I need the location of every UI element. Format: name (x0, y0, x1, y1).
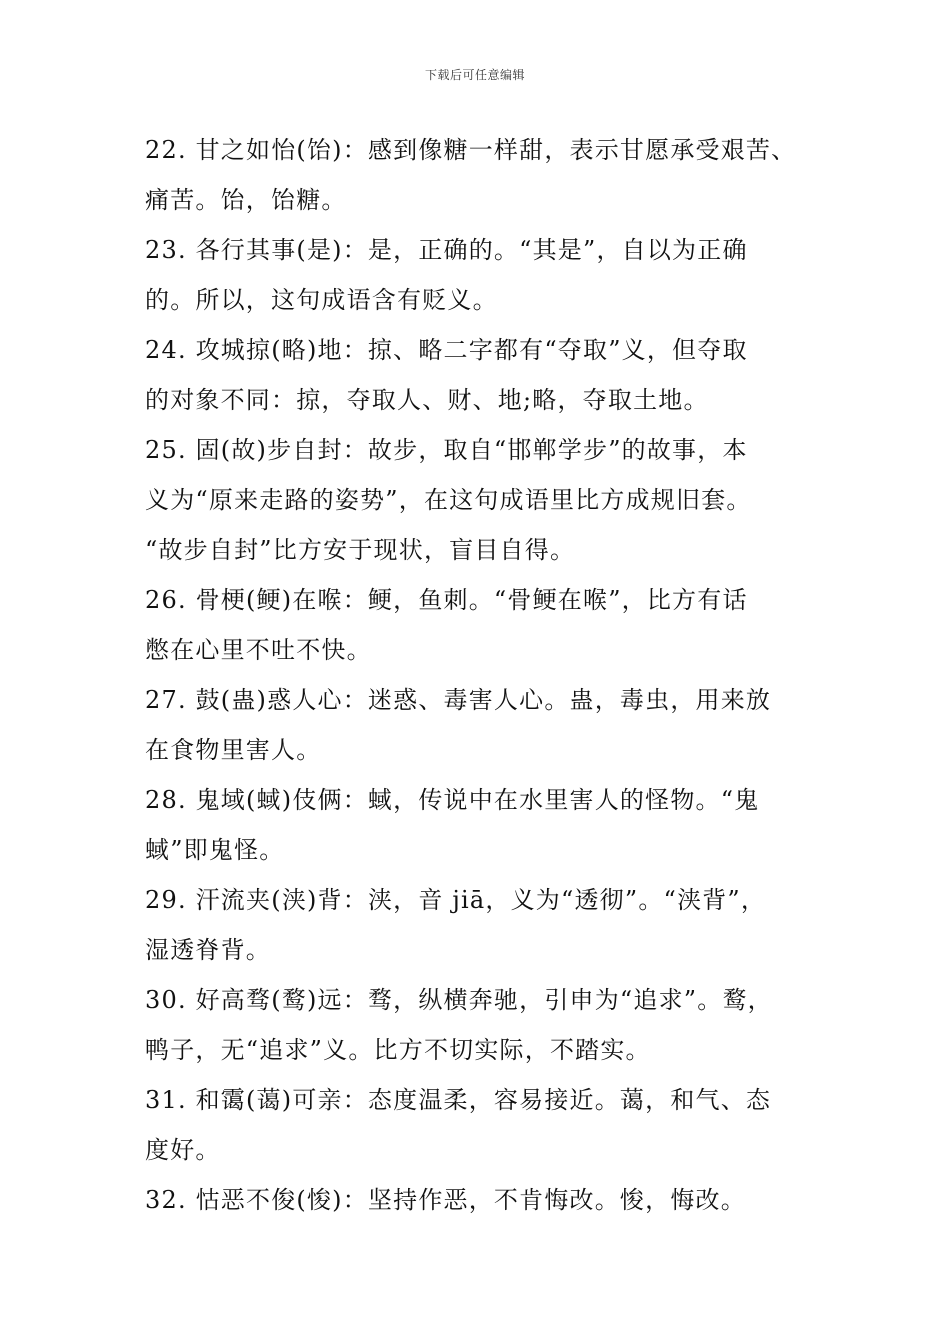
text-line: 蜮”即鬼怪。 (145, 836, 285, 864)
text-line: 22. 甘之如怡(饴)：感到像糖一样甜，表示甘愿承受艰苦、 (145, 136, 797, 164)
text-line: 24. 攻城掠(略)地：掠、略二字都有“夺取”义，但夺取 (145, 336, 748, 364)
text-line: “故步自封”比方安于现状，盲目自得。 (145, 536, 576, 564)
text-line: 27. 鼓(蛊)惑人心：迷惑、毒害人心。蛊，毒虫，用来放 (145, 686, 772, 714)
text-line: 度好。 (145, 1136, 221, 1164)
document-body (145, 125, 825, 1225)
text-line: 25. 固(故)步自封：故步，取自“邯郸学步”的故事，本 (145, 436, 748, 464)
text-line: 23. 各行其事(是)：是，正确的。“其是”，自以为正确 (145, 236, 748, 264)
text-line: 痛苦。饴，饴糖。 (145, 186, 347, 214)
text-line: 26. 骨梗(鲠)在喉：鲠，鱼刺。“骨鲠在喉”，比方有话 (145, 586, 748, 614)
text-line: 30. 好高骛(鹜)远：骛，纵横奔驰，引申为“追求”。鹜， (145, 986, 773, 1014)
text-line: 憋在心里不吐不快。 (145, 636, 372, 664)
text-line: 28. 鬼域(蜮)伎俩：蜮，传说中在水里害人的怪物。“鬼 (145, 786, 760, 814)
text-line: 的对象不同：掠，夺取人、财、地;略，夺取土地。 (145, 386, 709, 414)
page-header: 下载后可任意编辑 (424, 68, 525, 82)
text-line: 在食物里害人。 (145, 736, 322, 764)
text-line: 鸭子，无“追求”义。比方不切实际，不踏实。 (145, 1036, 651, 1064)
text-line: 湿透脊背。 (145, 936, 271, 964)
text-line: 29. 汗流夹(浃)背：浃，音 jiā，义为“透彻”。“浃背”， (145, 886, 767, 914)
text-line: 32. 怙恶不俊(悛)：坚持作恶，不肯悔改。悛，悔改。 (145, 1186, 746, 1214)
text-line: 的。所以，这句成语含有贬义。 (145, 286, 498, 314)
text-line: 义为“原来走路的姿势”，在这句成语里比方成规旧套。 (145, 486, 752, 514)
text-line: 31. 和霭(蔼)可亲：态度温柔，容易接近。蔼，和气、态 (145, 1086, 772, 1114)
